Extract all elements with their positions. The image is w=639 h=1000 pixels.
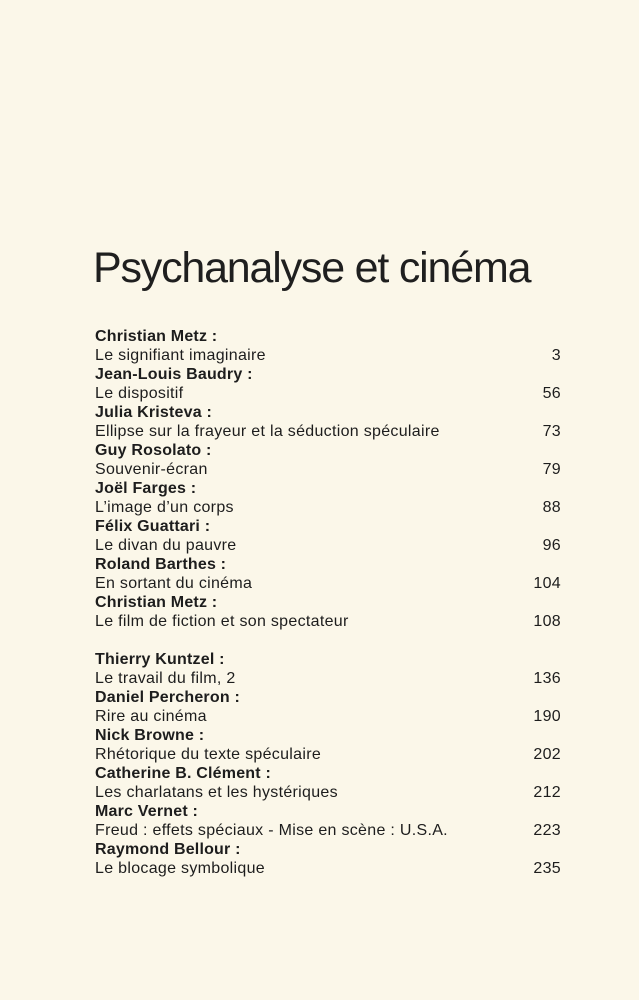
toc-work-title: Le divan du pauvre <box>95 537 237 554</box>
toc-entry <box>95 593 561 631</box>
toc-work-row <box>95 783 561 802</box>
toc-work-row <box>95 745 561 764</box>
toc-page-number: 223 <box>533 822 561 839</box>
toc-author: Marc Vernet : <box>95 803 199 820</box>
toc-page-number: 104 <box>533 575 561 592</box>
toc-page-number: 88 <box>542 499 561 516</box>
toc-page-number: 73 <box>542 423 561 440</box>
toc-work-row <box>95 536 561 555</box>
toc-work-title: Les charlatans et les hystériques <box>95 784 338 801</box>
toc-page-number: 108 <box>533 613 561 630</box>
toc-work-title: Souvenir-écran <box>95 461 208 478</box>
toc-page-number: 235 <box>533 860 561 877</box>
toc-page-number: 96 <box>542 537 561 554</box>
toc-work-title: L’image d’un corps <box>95 499 234 516</box>
toc-entry <box>95 479 561 517</box>
table-of-contents <box>95 327 561 878</box>
toc-author: Thierry Kuntzel : <box>95 651 225 668</box>
toc-author: Julia Kristeva : <box>95 404 213 421</box>
toc-work-row <box>95 612 561 631</box>
toc-work-title: Le film de fiction et son spectateur <box>95 613 349 630</box>
toc-work-title: Le signifiant imaginaire <box>95 347 266 364</box>
toc-work-row <box>95 574 561 593</box>
toc-entry <box>95 403 561 441</box>
toc-section-2 <box>95 650 561 878</box>
toc-page-number: 56 <box>542 385 561 402</box>
toc-work-title: Le dispositif <box>95 385 184 402</box>
toc-author: Catherine B. Clément : <box>95 765 271 782</box>
toc-entry <box>95 555 561 593</box>
toc-section-1 <box>95 327 561 631</box>
toc-work-title: Freud : effets spéciaux - Mise en scène : U.S.A. <box>95 822 448 839</box>
toc-page-number: 202 <box>533 746 561 763</box>
toc-page-number: 190 <box>533 708 561 725</box>
toc-author: Christian Metz : <box>95 594 218 611</box>
toc-entry <box>95 327 561 365</box>
toc-work-title: Rire au cinéma <box>95 708 207 725</box>
toc-entry <box>95 517 561 555</box>
toc-work-title: Le travail du film, 2 <box>95 670 236 687</box>
toc-work-title: Rhétorique du texte spéculaire <box>95 746 322 763</box>
toc-page-number: 3 <box>551 347 561 364</box>
toc-work-row <box>95 422 561 441</box>
toc-entry <box>95 726 561 764</box>
toc-page-number: 136 <box>533 670 561 687</box>
toc-work-title: Le blocage symbolique <box>95 860 265 877</box>
toc-author: Raymond Bellour : <box>95 841 241 858</box>
toc-entry <box>95 840 561 878</box>
toc-work-row <box>95 669 561 688</box>
toc-author: Jean-Louis Baudry : <box>95 366 253 383</box>
toc-page-number: 79 <box>542 461 561 478</box>
toc-entry <box>95 802 561 840</box>
toc-work-row <box>95 498 561 517</box>
toc-entry <box>95 365 561 403</box>
toc-work-row <box>95 384 561 403</box>
toc-work-title: Ellipse sur la frayeur et la séduction spéculaire <box>95 423 440 440</box>
toc-author: Félix Guattari : <box>95 518 211 535</box>
toc-work-row <box>95 821 561 840</box>
toc-author: Daniel Percheron : <box>95 689 240 706</box>
page-title: Psychanalyse et cinéma <box>93 244 531 292</box>
toc-author: Roland Barthes : <box>95 556 227 573</box>
toc-entry <box>95 650 561 688</box>
toc-author: Nick Browne : <box>95 727 205 744</box>
toc-author: Christian Metz : <box>95 328 218 345</box>
toc-work-row <box>95 859 561 878</box>
toc-page-number: 212 <box>533 784 561 801</box>
toc-work-row <box>95 346 561 365</box>
toc-entry <box>95 441 561 479</box>
toc-entry <box>95 688 561 726</box>
toc-work-row <box>95 460 561 479</box>
toc-author: Joël Farges : <box>95 480 197 497</box>
toc-author: Guy Rosolato : <box>95 442 212 459</box>
toc-work-title: En sortant du cinéma <box>95 575 253 592</box>
toc-entry <box>95 764 561 802</box>
toc-work-row <box>95 707 561 726</box>
